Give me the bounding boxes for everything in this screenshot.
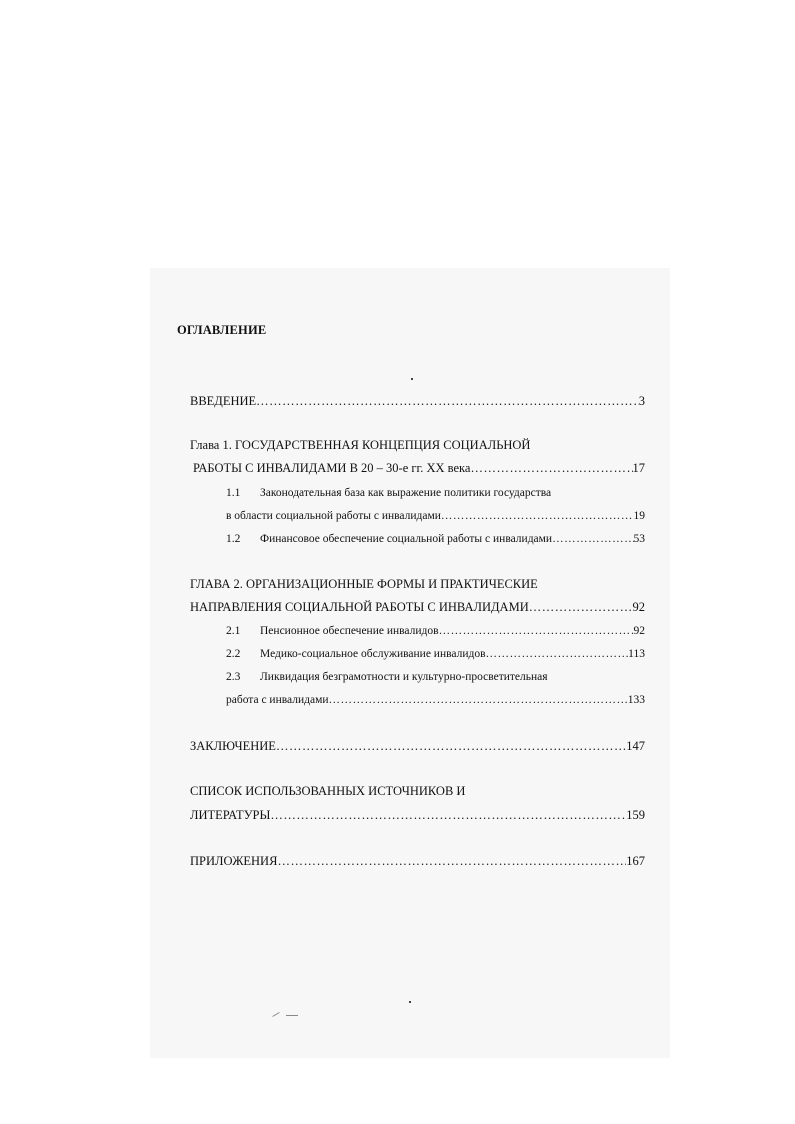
entry-label: в области социальной работы с инвалидами [226,510,441,522]
chapter2-title-line1[interactable]: ГЛАВА 2. ОРГАНИЗАЦИОННЫЕ ФОРМЫ И ПРАКТИЧЕСКИЕ [190,577,538,591]
dot-leader [486,645,629,663]
dot-leader [552,530,633,548]
toc-entry-section-1-1[interactable] [226,507,645,525]
toc-entry-section-2-2[interactable] [226,645,645,663]
entry-label: РАБОТЫ С ИНВАЛИДАМИ В 20 – 30-е гг. XX века [193,461,471,475]
toc-entry-intro[interactable] [190,392,645,410]
toc-entry-chapter1[interactable] [193,459,645,477]
dot-leader [256,392,639,410]
scan-speck [411,378,413,380]
chapter1-title-line1[interactable]: Глава 1. ГОСУДАРСТВЕННАЯ КОНЦЕПЦИЯ СОЦИАЛЬНОЙ [190,438,531,452]
toc-entry-chapter2[interactable] [190,598,645,616]
dot-leader [470,459,632,477]
page-number: 167 [626,854,645,868]
entry-label: ВВЕДЕНИЕ [190,394,257,408]
section-title: Ликвидация безграмотности и культурно-просветительная [260,671,548,683]
entry-label: ЛИТЕРАТУРЫ [190,808,271,822]
page-number: 19 [633,510,645,522]
dot-leader [270,806,626,824]
dot-leader [529,598,633,616]
section-number: 2.3 [226,671,241,683]
entry-label: ПРИЛОЖЕНИЯ [190,854,278,868]
page-number: 133 [627,694,645,706]
section-number: 2.2 [226,648,241,660]
page-number: 147 [626,739,645,753]
page-number: 92 [632,600,645,614]
page-number: 17 [632,461,645,475]
dot-leader [277,852,626,870]
scan-speck [286,1015,298,1016]
toc-title: ОГЛАВЛЕНИЕ [177,323,267,337]
sources-title-line1[interactable]: СПИСОК ИСПОЛЬЗОВАННЫХ ИСТОЧНИКОВ И [190,784,466,798]
section-1-1-line1[interactable] [226,484,551,502]
section-number: 2.1 [226,625,241,637]
entry-label: работа с инвалидами [226,694,329,706]
entry-label: НАПРАВЛЕНИЯ СОЦИАЛЬНОЙ РАБОТЫ С ИНВАЛИДАМИ [190,600,529,614]
dot-leader [441,507,634,525]
dot-leader [329,691,628,709]
section-number: 1.2 [226,533,241,545]
page-number: 92 [633,625,645,637]
section-title: Медико-социальное обслуживание инвалидов [260,648,486,660]
entry-label: ЗАКЛЮЧЕНИЕ [190,739,276,753]
toc-entry-section-2-1[interactable] [226,622,645,640]
page-number: 159 [626,808,645,822]
dot-leader [276,737,626,755]
section-2-3-line1[interactable] [226,668,548,686]
scan-speck [409,1001,411,1003]
section-title: Законодательная база как выражение политики государства [260,487,552,499]
section-number: 1.1 [226,487,241,499]
toc-entry-appendix[interactable] [190,852,645,870]
toc-entry-sources[interactable] [190,806,645,824]
page-number: 3 [638,394,645,408]
page-number: 53 [633,533,645,545]
toc-entry-conclusion[interactable] [190,737,645,755]
section-title: Пенсионное обеспечение инвалидов [260,625,439,637]
toc-entry-section-1-2[interactable] [226,530,645,548]
scanned-page-area [150,268,670,1058]
toc-entry-section-2-3[interactable] [226,691,645,709]
page-number: 113 [628,648,645,660]
dot-leader [439,622,634,640]
section-title: Финансовое обеспечение социальной работы с инвалидами [260,533,553,545]
